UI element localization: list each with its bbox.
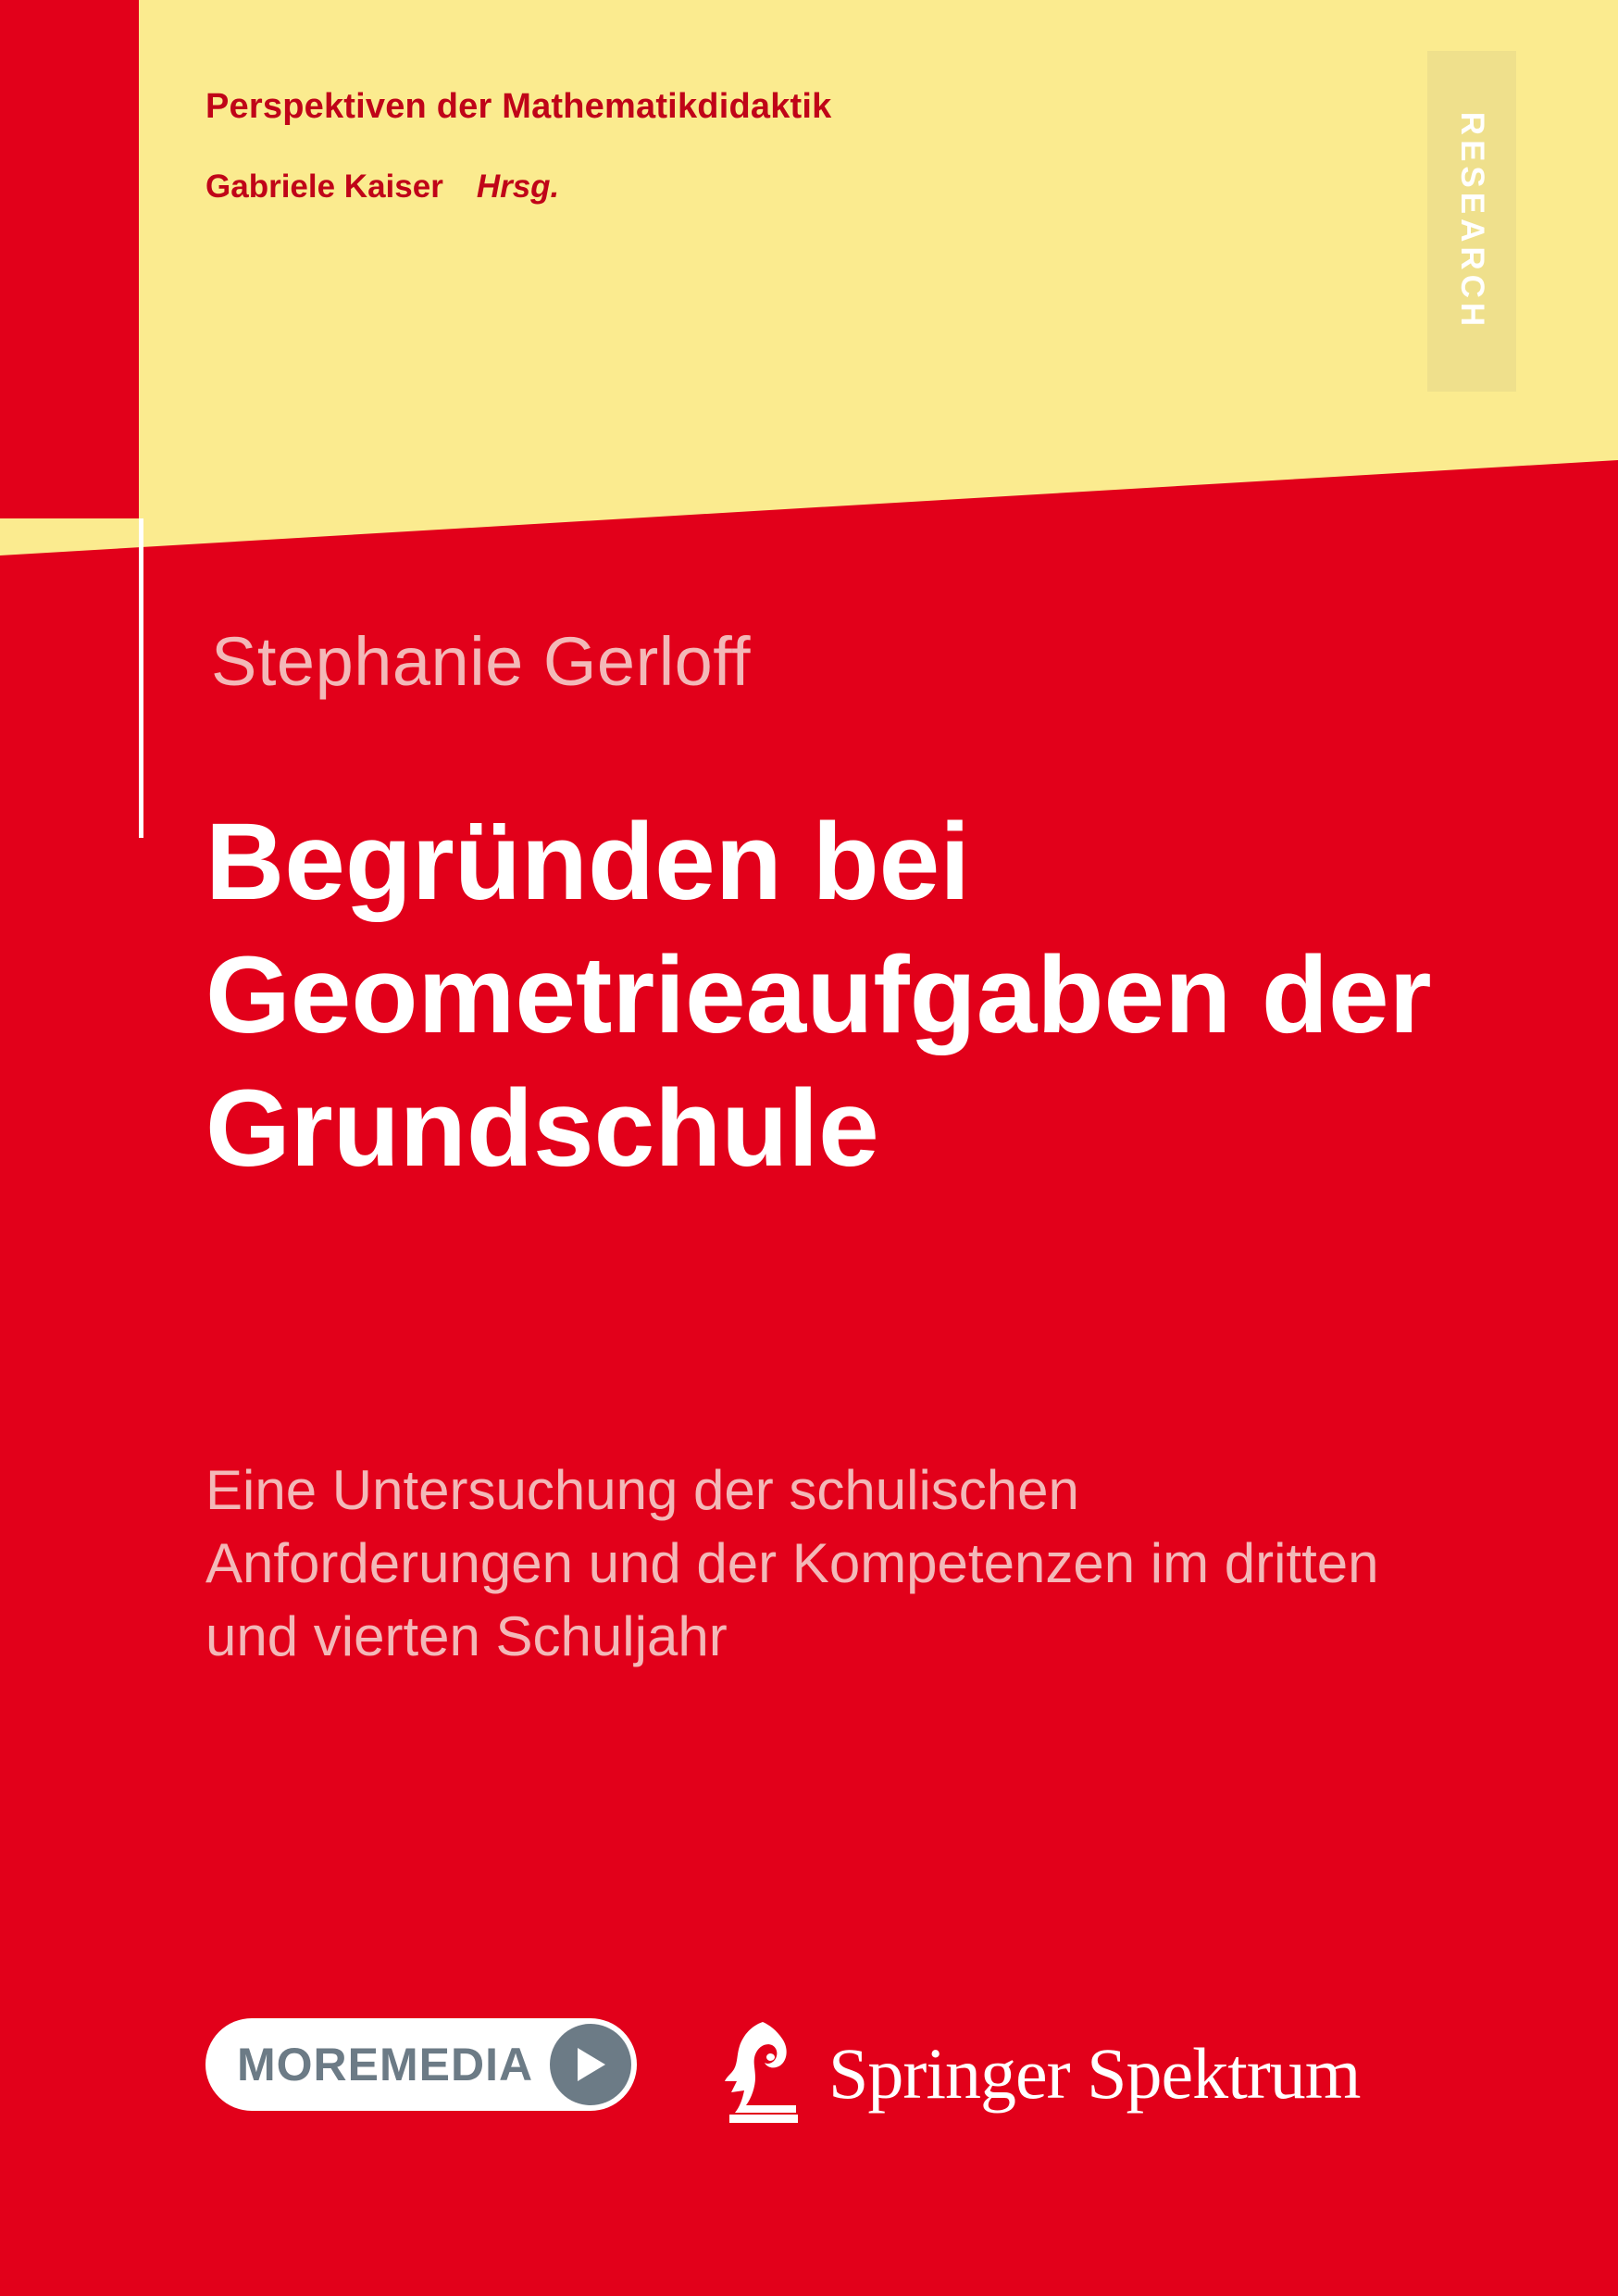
page-title: Begründen bei Geometrieaufgaben der Grundschule: [205, 801, 1432, 1190]
series-editor-role: Hrsg.: [476, 168, 560, 205]
moremedia-badge: [205, 2018, 637, 2111]
left-white-rule: [139, 518, 143, 838]
series-editor-name: Gabriele Kaiser: [205, 168, 443, 205]
publisher-name: Springer Spektrum: [828, 2032, 1361, 2114]
moremedia-label: MOREMEDIA: [237, 2039, 534, 2090]
research-badge-label: RESEARCH: [1454, 111, 1491, 331]
publisher-logo: [715, 2016, 1360, 2130]
left-red-strip: [0, 0, 139, 518]
springer-knight-icon: [715, 2016, 812, 2130]
series-editor: [205, 168, 559, 206]
series-title: Perspektiven der Mathematikdidaktik: [205, 87, 832, 126]
yellow-header-band: [0, 0, 1618, 555]
research-badge: [1427, 51, 1516, 392]
subtitle: Eine Untersuchung der schulischen Anforderungen und der Kompetenzen im dritten und vierten Schuljahr: [205, 1459, 1379, 1668]
play-icon: [550, 2024, 631, 2105]
author-name: Stephanie Gerloff: [211, 623, 752, 700]
